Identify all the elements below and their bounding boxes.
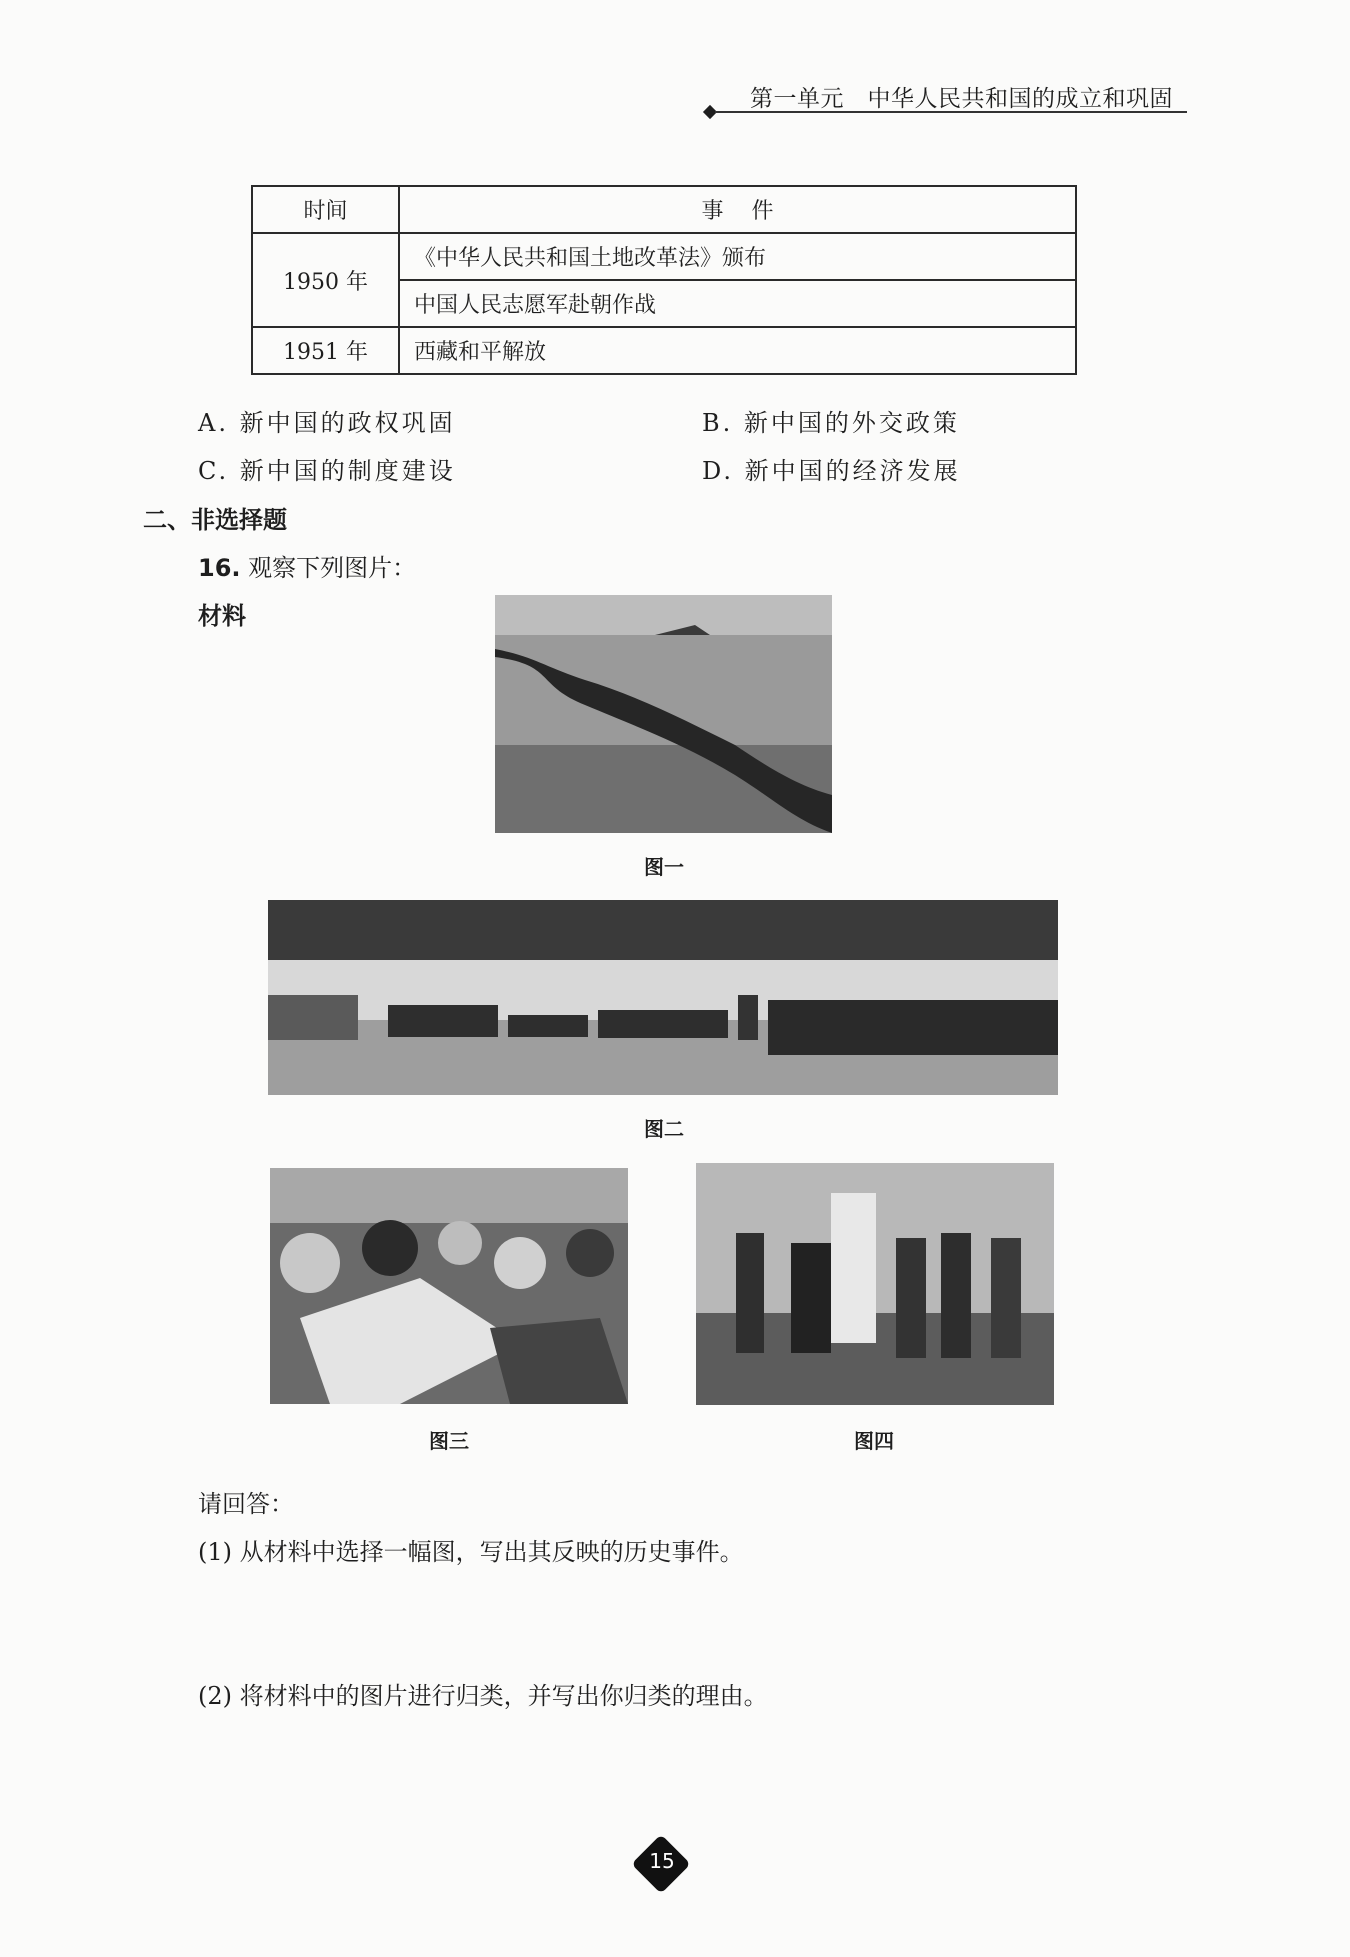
sub-question-1: (1) 从材料中选择一幅图，写出其反映的历史事件。 (198, 1538, 744, 1566)
figure-2-photo (268, 900, 1058, 1095)
question-16 (198, 548, 416, 583)
figure-4-photo (696, 1163, 1054, 1405)
option-c: C. 新中国的制度建设 (198, 457, 456, 485)
table-header-event-label: 事件 (701, 199, 802, 224)
table-header-event (399, 186, 1076, 233)
header-title (750, 80, 1173, 113)
table-cell-time: 1950 年 (252, 233, 399, 327)
option-b: B. 新中国的外交政策 (702, 409, 960, 437)
event-table (251, 185, 1077, 375)
option-d: D. 新中国的经济发展 (702, 457, 961, 485)
header-unit: 第一单元 (750, 86, 844, 112)
table-cell-time: 1951 年 (252, 327, 399, 374)
figure-3-photo (270, 1168, 628, 1404)
figure-4-caption: 图四 (854, 1429, 894, 1453)
page-number-label: 15 (649, 1849, 675, 1873)
figure-3-caption: 图三 (429, 1429, 469, 1453)
table-cell-event: 西藏和平解放 (399, 327, 1076, 374)
figure-2-caption: 图二 (644, 1117, 684, 1141)
page-number (637, 1840, 687, 1890)
sub-question-2: (2) 将材料中的图片进行归类，并写出你归类的理由。 (198, 1682, 768, 1710)
material-label: 材料 (198, 602, 246, 630)
answer-prompt: 请回答： (198, 1490, 294, 1518)
option-a: A. 新中国的政权巩固 (198, 409, 456, 437)
question-prompt: 观察下列图片： (248, 554, 417, 582)
running-header (705, 82, 1187, 118)
figure-1-caption: 图一 (644, 855, 684, 879)
question-number: 16. (198, 554, 241, 582)
table-row (252, 327, 1076, 374)
table-header-time: 时间 (252, 186, 399, 233)
figure-1-photo (495, 595, 832, 833)
section-title: 二、非选择题 (143, 506, 287, 534)
header-unit-title: 中华人民共和国的成立和巩固 (867, 86, 1173, 112)
table-cell-event: 《中华人民共和国土地改革法》颁布 (399, 233, 1076, 280)
table-cell-event: 中国人民志愿军赴朝作战 (399, 280, 1076, 327)
table-row (252, 233, 1076, 280)
table-header-row (252, 186, 1076, 233)
